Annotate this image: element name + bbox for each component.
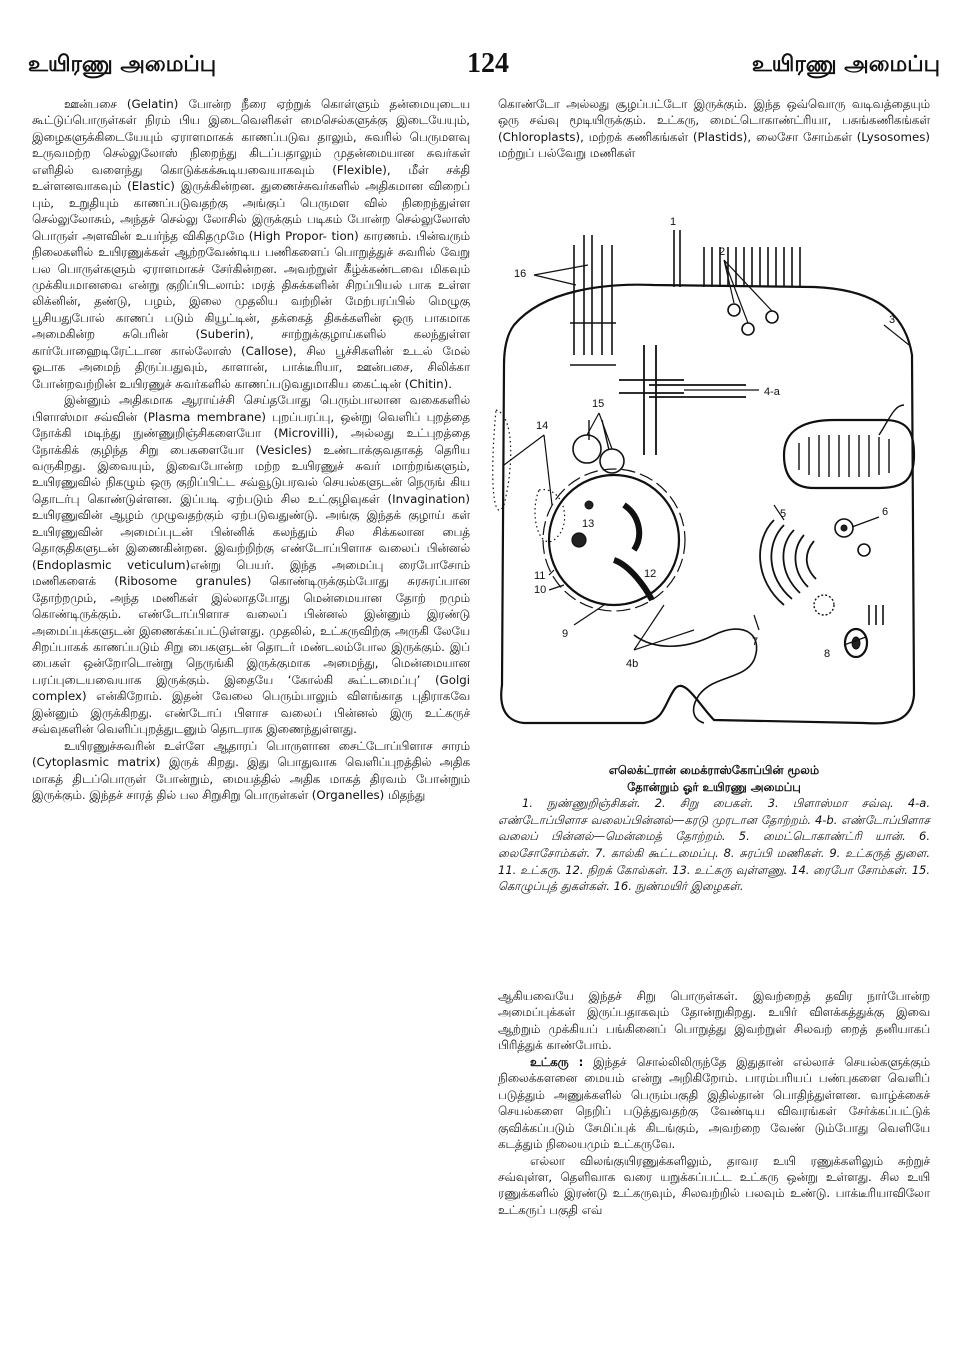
figure-label: 7: [752, 636, 759, 648]
figure-label: 14: [536, 420, 549, 432]
figure-label: 2: [719, 246, 726, 258]
paragraph-text: இந்தச் சொல்லிலிருந்தே இதுதான் எல்லாச் செயல்களுக்கும் நிலைக்களனை மையம் என்று அறிகிறோம். பாரம்பரியப் பண்புகளை வெளிப் படுத்தும் அணுக்களில் பெரும்பகுதி இதில்தான் பொதிந்துள்ளன. வாழ்க்கைச் செயல்களை நெறிப் படுத்துவதற்கு வேண்டிய விவரங்கள் சேர்க்கப்பட்டுக் குவிக்கப்படும் சேமிப்புக் கிடங்கும், அவற்றை வேண் டும்போது வெளியே கடத்தும் நிலையமும் உட்கருவே.: [498, 1054, 930, 1152]
figure-label: 15: [592, 398, 605, 410]
vesicle: [728, 304, 740, 316]
figure-label: 9: [562, 628, 569, 640]
paragraph: கொண்டோ அல்லது சூழப்பட்டோ இருக்கும். இந்த ஒவ்வொரு வடிவத்தையும் ஒரு சவ்வு மூடியிருக்கும். உட்கரு, மைட்டொகாண்ட்ரியா, பசுங்கணிகங்கள் (Chloroplasts), மற்றக் கணிகங்கள் (Plastids), லைசோ சோம்கள் (Lysosomes) மற்றுப் பல்வேறு மணிகள்: [498, 97, 930, 161]
figure-label: 8: [824, 648, 831, 660]
chromosome: [614, 560, 652, 600]
page-number: 124: [467, 48, 509, 79]
plasma-membrane: [501, 285, 914, 724]
figure-label: 11: [534, 570, 546, 582]
caption-title-line-1: எலெக்ட்ரான் மைக்ராஸ்கோப்பின் மூலம்: [608, 763, 820, 777]
figure-label: 16: [514, 268, 527, 280]
figure-label: 4b: [626, 658, 639, 670]
header-right-title: உயிரணு அமைப்பு: [751, 52, 940, 77]
figure-label: 6: [882, 506, 889, 518]
lysosome-dotted: [814, 595, 834, 615]
nucleus-paragraph: [498, 1054, 930, 1153]
header-left-title: உயிரணு அமைப்பு: [28, 52, 217, 77]
right-column-bottom: [498, 988, 930, 1218]
figure-caption: [498, 762, 930, 895]
figure-label: 10: [534, 584, 547, 596]
paragraph: இன்னும் அதிகமாக ஆராய்ச்சி செய்தபோது பெரும்பாலான வகைகளில் பிளாஸ்மா சவ்வின் (Plasma membrane) புறப்பரப்பு, ஒன்று வெளிப் புறத்தை நோக்கி மடிந்து நுண்ணுறிஞ்சிகளையோ (Microvilli), அல்லது உட்புறத்தை நோக்கிக் குழிந்த சிறு பைகளையோ (Vesicles) உண்டாக்குவதாகத் தெரிய வருகிறது. இவையும், இவைபோன்ற மற்ற உயிரணுச் சுவர் மாற்றங்களும், உயிரணுவில் நிகழும் ஒரு குறிப்பிட்ட சவ்வூடுபரவல் செயல்களுடன் நெருங் கிய தொடர்பு கொண்டுள்ளன. இப்படி ஏற்படும் சில உட்குழிவுகள் (Invagination) உயிரணுவின் ஆழம் முழுவதற்கும் ஏற்படுவதுண்டு. அங்கு இந்தக் குழாய் கள் உயிரணுவின் அமைப்புடன் பின்னிக் கலந்தும் சில சிக்கலான பைத் தொகுதிகளுடன் இணைகின்றன. இவற்றிற்கு எண்டோப்பிளாச வலைப் பின்னல் (Endoplasmic veticulum)என்று பெயர். இந்த அமைப்பு ரைபோசோம் மணிகளைக் (Ribosome granules) கொண்டிருக்கும்போது சுரசுரப்பான தோற்றமும், அந்த மணிகள் இல்லாதபோது மென்மையான தோற் றமும் கொண்டிருக்கும். எண்டோப்பிளாச வலைப் பின்னல் இன்னும் இரண்டு அமைப்புக்களுடன் இணைக்கப்பட்டுள்ளது. முதலில், உட்கருவிற்கு அருகி லேயே சிறப்பாகக் காணப்படும் சிறு பைகளுடன் தொடர் மண்டலம்போல இருக்கும். இப் பைகள் ஒன்றோடொன்று நெருங்கி இருக்குமாக அமைந்து, மென்மையான பரப்புடையவையாக இருக்கும். இதையே ‘கோல்கி கூட்டமைப்பு’ (Golgi complex) என்கிறோம். இதன் வேலை பெரும்பாலும் விளங்காத புதிராகவே இன்னும் இருக்கிறது. எண்டோப் பிளாச வலைப் பின்னல் இரு உட்கருச் சவ்வுகளின் வெளிப்புறத்துடனும் தொடராக இணைந்துள்ளது.: [32, 393, 470, 737]
figure-label: 3: [889, 314, 896, 326]
smooth-er: [634, 629, 757, 723]
ribosome-patch: [493, 410, 511, 510]
vesicle: [742, 323, 754, 335]
left-column: [32, 96, 470, 803]
figure-label: 5: [780, 508, 787, 520]
figure-label: 12: [644, 568, 657, 580]
paragraph: ஊன்பசை (Gelatin) போன்ற நீரை ஏற்றுக் கொள்ளும் தன்மையுடைய கூட்டுப்பொருள்கள் நிரம் பிய இடைவெளிகள் மைசெல்களுக்கு இடையேயும், இழைகளுக்கிடையேயும் ஏராளமாகக் காணப்படுவ தாலும், சுவரில் பெருமளவு உருவமற்ற செல்லுலோஸ் நிறைந்து கிடப்பதாலும் முதன்மையான சுவர்கள் எளிதில் வளைந்து கொடுக்கக்கூடியவையாகவும் (Flexible), மீள் சக்தி உள்ளனவாகவும் (Elastic) இருக்கின்றன. துணைச்சுவர்களில் அதிகமான விறைப் பும், உறுதியும் காணப்படுவதற்கு அங்குப் பெருமள வில் நிறைந்துள்ள செல்லுலோசும், அந்தச் செல்லு லோசில் இருக்கும் படிகம் போன்ற செல்லுலோஸ் பொருள் அளவின் உயர்ந்த விகிதமுமே (High Propor- tion) காரணம். பின்வரும் நிலைகளில் உயிரணுக்கள் ஆற்றவேண்டிய பணிகளைப் பொறுத்துச் சுவரில் வேறு பல பொருள்களும் ஏராளமாகச் சேர்கின்றன. அவற்றுள் கீழ்க்கண்டவை மிகவும் முக்கியமானவை என்று குறிப்பிடலாம்: மரத் திசுக்களின் சிறப்பியல் பாக உள்ள லிக்னின், தண்டு, பழம், இலை முதலிய வற்றின் மேற்பரப்பில் மெழுகு பூசியதுபோல் காணப் படும் கியூட்டின், தக்கைத் திசுக்களின் ஒரு பாகமாக அமைகின்ற சுபெரின் (Suberin), சாற்றுக்குழாய்களில் கலந்துள்ள கார்போஹைடிரேட்டான கால்லோஸ் (Callose), சில பூச்சிகளின் உடல் மேல் ஓடாக அமைந் திருப்பதுவும், காளான், பாக்டீரியா, ஊன்பசை, சிலிக்கா போன்றவற்றின் உயிரணுச் சுவர்களில் காணப்படுவதுமாகிய கைட்டின் (Chitin).: [32, 97, 470, 391]
lysosome: [858, 544, 870, 556]
rough-er: [619, 345, 746, 455]
caption-legend: 1. நுண்ணுறிஞ்சிகள். 2. சிறு பைகள். 3. பிளாஸ்மா சவ்வு. 4-a. எண்டோப்பிளாச வலைப்பின்னல்—கரடு முரடான தோற்றம். 4-b. எண்டோப்பிளாச வலைப் பின்னல்—மென்மைத் தோற்றம். 5. மைட்டொகாண்ட்ரி யான். 6. லைசோசோம்கள். 7. கால்கி கூட்டமைப்பு. 8. சுரப்பி மணிகள். 9. உட்கருத் துளை. 11. உட்கரு. 12. நிறக் கோல்கள். 13. உட்கரு வுள்ளணு. 14. ரைபோ சோம்கள். 15. கொழுப்புத் துகள்கள். 16. நுண்மயிர் இழைகள்.: [498, 796, 930, 894]
vesicle: [766, 311, 778, 323]
chromosome: [624, 505, 639, 550]
fat-droplet: [573, 435, 601, 463]
section-heading: உட்கரு :: [530, 1054, 584, 1069]
nucleus: [549, 475, 679, 605]
figure-label: 1: [670, 216, 677, 228]
fat-droplet-stems: [589, 420, 609, 450]
paragraph: உயிரணுச்சுவரின் உள்ளே ஆதாரப் பொருளான சைட்டோப்பிளாச சாரம் (Cytoplasmic matrix) இருக் கிறது. இது பொதுவாக வெளிப்புறத்தில் அதிக மாகத் திடப்பொருள் போன்றும், மையத்தில் அதிக மாகத் திரவம் போன்றும் இருக்கும். இந்தச் சாரத் தில் பல சிறுசிறு பொருள்கள் (Organelles) மிதந்து: [32, 738, 470, 803]
page-header: [28, 48, 940, 88]
figure-label: 13: [582, 518, 595, 530]
right-column-top: [498, 96, 930, 162]
paragraph: எல்லா விலங்குயிரணுக்களிலும், தாவர உயி ரணுக்களிலும் சுற்றுச் சவ்வுள்ள, தெளிவாக வரை யறுக்கப்பட்ட உட்கரு ஒன்று உள்ளது. சில உயி ரணுக்களில் இரண்டு உட்கருவும், சிலவற்றில் பலவும் உண்டு. பாக்டீரியாவிலோ உட்கருப் பகுதி எவ்: [498, 1153, 930, 1217]
nucleolus: [572, 533, 586, 547]
caption-title-line-2: தோன்றும் ஓர் உயிரணு அமைப்பு: [627, 779, 801, 794]
golgi-complex: [760, 520, 816, 605]
cell-structure-diagram: [484, 205, 934, 753]
cilia-column: [570, 235, 616, 365]
paragraph: ஆகியவையே இந்தச் சிறு பொருள்கள். இவற்றைத் தவிர நார்போன்ற அமைப்புக்கள் இருப்பதாகவும் தோன்றுகிறது. உயிர் விளக்கத்துக்கு இவை ஆற்றும் முக்கியப் பங்கினைப் பொறுத்து இவற்றுள் சிலவற் றைத் தனியாகப் பிரித்துக் காண்போம்.: [498, 989, 930, 1053]
figure-label: 4-a: [764, 386, 780, 398]
